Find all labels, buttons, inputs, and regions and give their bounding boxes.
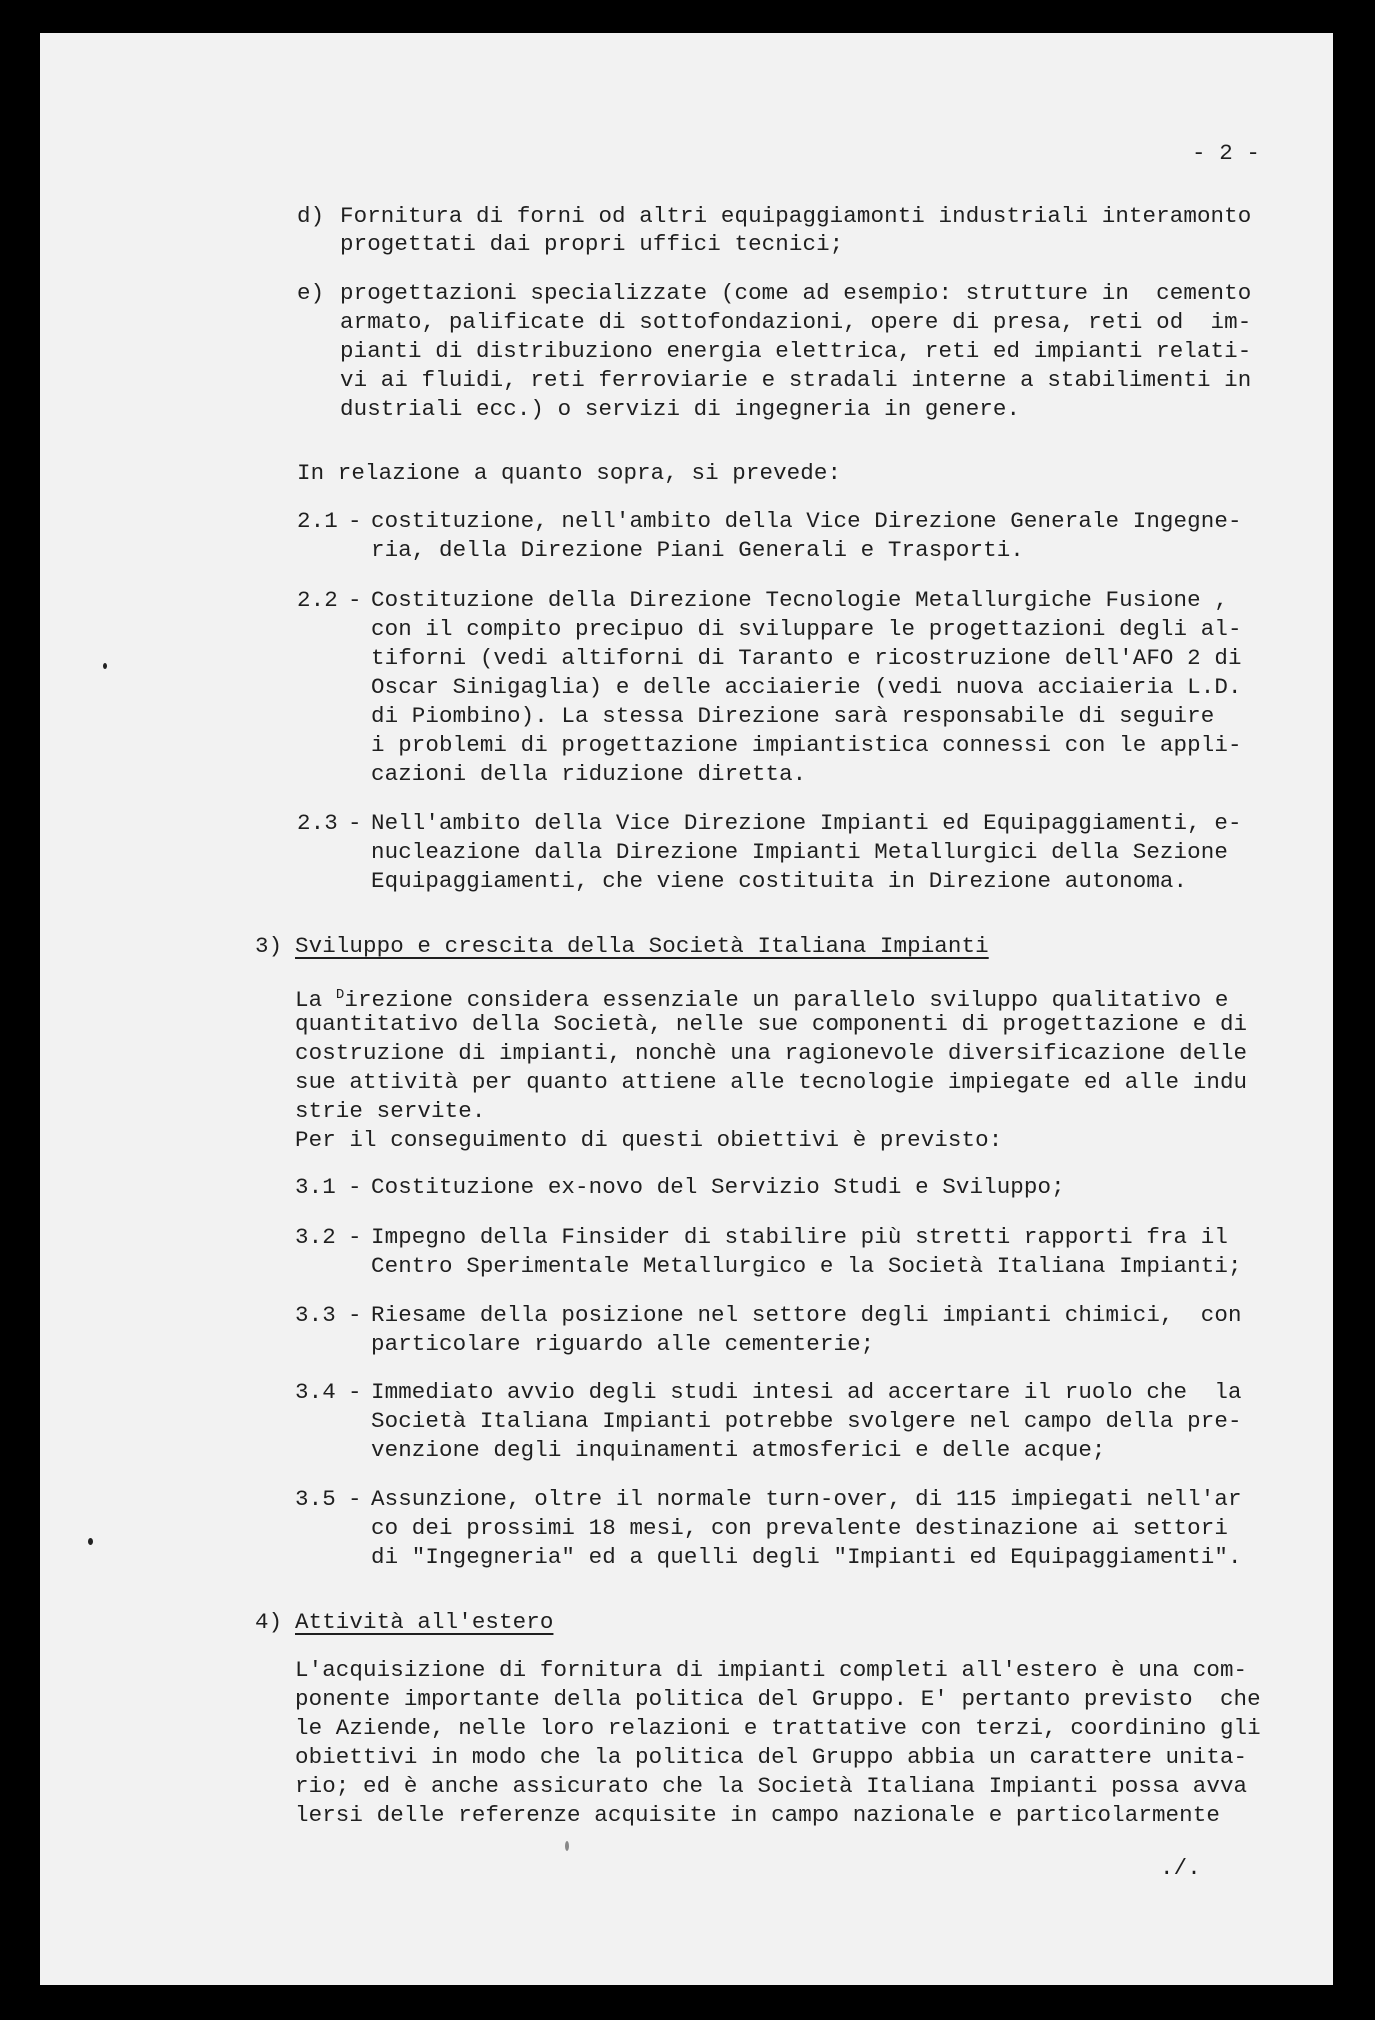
item-line: Costituzione della Direzione Tecnologie Metallurgiche Fusione , — [371, 587, 1228, 613]
item-line: Società Italiana Impianti potrebbe svolgere nel campo della pre- — [371, 1408, 1242, 1434]
scan-speck — [103, 663, 107, 669]
dash: - — [348, 1302, 362, 1328]
paragraph-line: quantitativo della Società, nelle sue componenti di progettazione e di — [295, 1011, 1248, 1037]
page-number: - 2 - — [1192, 140, 1261, 166]
paragraph-line: le Aziende, nelle loro relazioni e trattative con terzi, coordinino gli — [295, 1715, 1261, 1741]
intro-text: In relazione a quanto sopra, si prevede: — [297, 460, 842, 486]
paragraph-line: obiettivi in modo che la politica del Gruppo abbia un carattere unita- — [295, 1744, 1248, 1770]
item-e-line: progettazioni specializzate (come ad esempio: strutture in cemento — [340, 280, 1252, 306]
section-3-number: 3) — [255, 933, 283, 959]
item-line: tiforni (vedi altiforni di Taranto e ricostruzione dell'AFO 2 di — [371, 645, 1242, 671]
drop-letter: D — [335, 987, 345, 1003]
item-e-line: armato, palificate di sottofondazioni, opere di presa, reti od im- — [340, 309, 1252, 335]
item-line: Nell'ambito della Vice Direzione Impianti ed Equipaggiamenti, e- — [371, 810, 1242, 836]
item-d-line: progettati dai propri uffici tecnici; — [340, 231, 844, 257]
item-line: particolare riguardo alle cementerie; — [371, 1331, 875, 1357]
item-d-line: Fornitura di forni od altri equipaggiamonti industriali interamonto — [340, 203, 1252, 229]
paragraph-line: sue attività per quanto attiene alle tecnologie impiegate ed alle indu — [295, 1069, 1248, 1095]
document-page — [40, 33, 1333, 1985]
item-number: 3.1 — [295, 1174, 336, 1200]
section-4-title: Attività all'estero — [295, 1609, 554, 1635]
item-line: Riesame della posizione nel settore degli impianti chimici, con — [371, 1302, 1242, 1328]
dash: - — [348, 810, 362, 836]
item-number: 2.3 — [297, 810, 338, 836]
paragraph-line: costruzione di impianti, nonchè una ragionevole diversificazione delle — [295, 1040, 1248, 1066]
item-line: Impegno della Finsider di stabilire più stretti rapporti fra il — [371, 1224, 1228, 1250]
item-line: Costituzione ex-novo del Servizio Studi e Sviluppo; — [371, 1174, 1065, 1200]
item-line: di "Ingegneria" ed a quelli degli "Impianti ed Equipaggiamenti". — [371, 1544, 1242, 1570]
dash: - — [348, 1224, 362, 1250]
continuation-mark: ./. — [1160, 1855, 1201, 1881]
item-e-label: e) — [297, 280, 325, 306]
item-e-line: dustriali ecc.) o servizi di ingegneria in genere. — [340, 396, 1021, 422]
item-number: 2.1 — [297, 508, 338, 534]
dash: - — [348, 1379, 362, 1405]
item-line: Immediato avvio degli studi intesi ad accertare il ruolo che la — [371, 1379, 1242, 1405]
dash: - — [348, 1174, 362, 1200]
item-d-label: d) — [297, 203, 325, 229]
item-number: 2.2 — [297, 587, 338, 613]
item-line: Equipaggiamenti, che viene costituita in Direzione autonoma. — [371, 868, 1188, 894]
dash: - — [348, 1486, 362, 1512]
item-line: con il compito precipuo di sviluppare le progettazioni degli al- — [371, 616, 1242, 642]
item-line: co dei prossimi 18 mesi, con prevalente destinazione ai settori — [371, 1515, 1228, 1541]
item-number: 3.5 — [295, 1486, 336, 1512]
section-3-title: Sviluppo e crescita della Società Italiana Impianti — [295, 933, 989, 959]
scan-speck — [565, 1841, 569, 1851]
item-line: venzione degli inquinamenti atmosferici e delle acque; — [371, 1437, 1106, 1463]
paragraph-line: Per il conseguimento di questi obiettivi è previsto: — [295, 1127, 1003, 1153]
item-line: Oscar Sinigaglia) e delle acciaierie (vedi nuova acciaieria L.D. — [371, 674, 1242, 700]
item-line: cazioni della riduzione diretta. — [371, 761, 807, 787]
item-line: Assunzione, oltre il normale turn-over, di 115 impiegati nell'ar — [371, 1486, 1242, 1512]
paragraph-line: rio; ed è anche assicurato che la Società Italiana Impianti possa avva — [295, 1773, 1248, 1799]
item-line: ria, della Direzione Piani Generali e Trasporti. — [371, 537, 1024, 563]
item-line: Centro Sperimentale Metallurgico e la Società Italiana Impianti; — [371, 1253, 1242, 1279]
scan-speck — [88, 1538, 93, 1545]
item-number: 3.4 — [295, 1379, 336, 1405]
item-e-line: vi ai fluidi, reti ferroviarie e stradali interne a stabilimenti in — [340, 367, 1252, 393]
paragraph-line: lersi delle referenze acquisite in campo nazionale e particolarmente — [295, 1802, 1220, 1828]
paragraph-line: ponente importante della politica del Gruppo. E' pertanto previsto che — [295, 1686, 1261, 1712]
item-number: 3.2 — [295, 1224, 336, 1250]
item-line: costituzione, nell'ambito della Vice Direzione Generale Ingegne- — [371, 508, 1242, 534]
section-4-number: 4) — [255, 1609, 283, 1635]
item-number: 3.3 — [295, 1302, 336, 1328]
dash: - — [348, 587, 362, 613]
item-e-line: pianti di distribuziono energia elettrica, reti ed impianti relati- — [340, 338, 1252, 364]
first-line-rest: irezione considera essenziale un parallelo sviluppo qualitativo e — [344, 987, 1229, 1013]
first-word: La — [295, 987, 323, 1013]
dash: - — [348, 508, 362, 534]
paragraph-line: strie servite. — [295, 1098, 486, 1124]
item-line: di Piombino). La stessa Direzione sarà responsabile di seguire — [371, 703, 1215, 729]
paragraph-line: L'acquisizione di fornitura di impianti completi all'estero è una com- — [295, 1657, 1248, 1683]
item-line: nucleazione dalla Direzione Impianti Metallurgici della Sezione — [371, 839, 1228, 865]
item-line: i problemi di progettazione impiantistica connessi con le appli- — [371, 732, 1242, 758]
